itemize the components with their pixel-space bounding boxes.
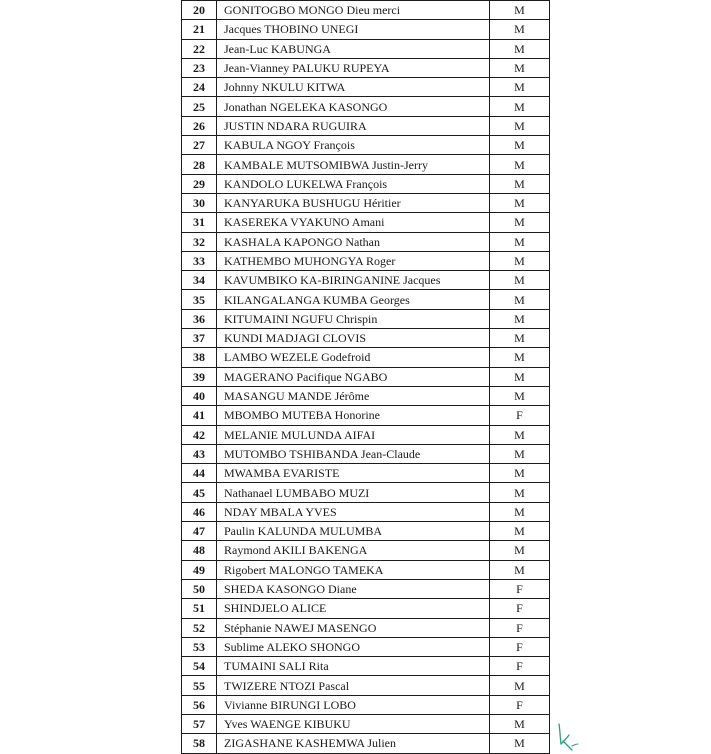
- participant-name: MASANGU MANDE Jérôme: [217, 386, 490, 405]
- participant-name: Nathanael LUMBABO MUZI: [217, 483, 490, 502]
- table-row: [182, 116, 550, 135]
- row-number: 25: [182, 97, 217, 116]
- participant-name: KAMBALE MUTSOMIBWA Justin-Jerry: [217, 155, 490, 174]
- participant-sex: M: [490, 232, 550, 251]
- table-row: [182, 348, 550, 367]
- row-number: 58: [182, 734, 217, 753]
- participant-name: KANYARUKA BUSHUGU Héritier: [217, 193, 490, 212]
- participant-sex: M: [490, 676, 550, 695]
- table-row: [182, 599, 550, 618]
- table-row: [182, 579, 550, 598]
- participant-name: JUSTIN NDARA RUGUIRA: [217, 116, 490, 135]
- participant-sex: M: [490, 58, 550, 77]
- row-number: 56: [182, 695, 217, 714]
- participant-sex: M: [490, 271, 550, 290]
- row-number: 55: [182, 676, 217, 695]
- participant-name: Jonathan NGELEKA KASONGO: [217, 97, 490, 116]
- participant-name: MWAMBA EVARISTE: [217, 464, 490, 483]
- row-number: 54: [182, 657, 217, 676]
- participant-sex: F: [490, 637, 550, 656]
- participant-sex: M: [490, 367, 550, 386]
- table-row: [182, 695, 550, 714]
- participant-sex: M: [490, 97, 550, 116]
- row-number: 36: [182, 309, 217, 328]
- row-number: 27: [182, 136, 217, 155]
- table-row: [182, 541, 550, 560]
- participant-sex: M: [490, 522, 550, 541]
- participant-sex: M: [490, 541, 550, 560]
- participant-sex: F: [490, 579, 550, 598]
- participant-sex: F: [490, 599, 550, 618]
- row-number: 46: [182, 502, 217, 521]
- row-number: 38: [182, 348, 217, 367]
- row-number: 53: [182, 637, 217, 656]
- participant-name: MAGERANO Pacifique NGABO: [217, 367, 490, 386]
- participant-name: Sublime ALEKO SHONGO: [217, 637, 490, 656]
- row-number: 41: [182, 406, 217, 425]
- handwritten-mark-icon: [556, 722, 580, 751]
- participant-sex: M: [490, 329, 550, 348]
- participant-name: Paulin KALUNDA MULUMBA: [217, 522, 490, 541]
- row-number: 45: [182, 483, 217, 502]
- participant-name: MELANIE MULUNDA AIFAI: [217, 425, 490, 444]
- table-row: [182, 522, 550, 541]
- participant-name: Jean-Vianney PALUKU RUPEYA: [217, 58, 490, 77]
- participant-name: TUMAINI SALI Rita: [217, 657, 490, 676]
- participant-sex: M: [490, 425, 550, 444]
- table-row: [182, 58, 550, 77]
- table-row: [182, 464, 550, 483]
- participant-sex: F: [490, 618, 550, 637]
- participant-name: ZIGASHANE KASHEMWA Julien: [217, 734, 490, 753]
- participant-name: KAVUMBIKO KA-BIRINGANINE Jacques: [217, 271, 490, 290]
- table-row: [182, 290, 550, 309]
- row-number: 37: [182, 329, 217, 348]
- participant-sex: M: [490, 136, 550, 155]
- participant-sex: M: [490, 483, 550, 502]
- row-number: 50: [182, 579, 217, 598]
- participant-sex: M: [490, 78, 550, 97]
- participant-name: KASEREKA VYAKUNO Amani: [217, 213, 490, 232]
- table-row: [182, 78, 550, 97]
- table-row: [182, 329, 550, 348]
- participant-sex: M: [490, 502, 550, 521]
- participant-name: LAMBO WEZELE Godefroid: [217, 348, 490, 367]
- row-number: 28: [182, 155, 217, 174]
- participant-name: Yves WAENGE KIBUKU: [217, 714, 490, 733]
- table-row: [182, 637, 550, 656]
- row-number: 48: [182, 541, 217, 560]
- row-number: 44: [182, 464, 217, 483]
- table-row: [182, 155, 550, 174]
- participant-name: MBOMBO MUTEBA Honorine: [217, 406, 490, 425]
- participant-name: Stéphanie NAWEJ MASENGO: [217, 618, 490, 637]
- table-row: [182, 251, 550, 270]
- participant-sex: M: [490, 444, 550, 463]
- participant-name: Raymond AKILI BAKENGA: [217, 541, 490, 560]
- table-row: [182, 734, 550, 753]
- participant-name: KILANGALANGA KUMBA Georges: [217, 290, 490, 309]
- participant-name: SHEDA KASONGO Diane: [217, 579, 490, 598]
- participant-sex: M: [490, 251, 550, 270]
- row-number: 32: [182, 232, 217, 251]
- participant-sex: M: [490, 116, 550, 135]
- row-number: 24: [182, 78, 217, 97]
- participant-name: KUNDI MADJAGI CLOVIS: [217, 329, 490, 348]
- table-row: [182, 193, 550, 212]
- participant-sex: M: [490, 155, 550, 174]
- participant-name: KASHALA KAPONGO Nathan: [217, 232, 490, 251]
- participant-sex: F: [490, 695, 550, 714]
- table-row: [182, 1, 550, 20]
- table-row: [182, 425, 550, 444]
- table-row: [182, 657, 550, 676]
- participant-sex: M: [490, 714, 550, 733]
- table-row: [182, 560, 550, 579]
- table-row: [182, 444, 550, 463]
- participant-name: KANDOLO LUKELWA François: [217, 174, 490, 193]
- table-row: [182, 714, 550, 733]
- row-number: 39: [182, 367, 217, 386]
- participant-sex: F: [490, 406, 550, 425]
- row-number: 21: [182, 20, 217, 39]
- participant-name: MUTOMBO TSHIBANDA Jean-Claude: [217, 444, 490, 463]
- table-row: [182, 174, 550, 193]
- table-row: [182, 502, 550, 521]
- row-number: 22: [182, 39, 217, 58]
- row-number: 52: [182, 618, 217, 637]
- row-number: 43: [182, 444, 217, 463]
- participant-name: KATHEMBO MUHONGYA Roger: [217, 251, 490, 270]
- table-row: [182, 367, 550, 386]
- participant-name: KABULA NGOY François: [217, 136, 490, 155]
- participant-sex: M: [490, 386, 550, 405]
- participant-name: NDAY MBALA YVES: [217, 502, 490, 521]
- row-number: 57: [182, 714, 217, 733]
- table-row: [182, 20, 550, 39]
- table-row: [182, 213, 550, 232]
- row-number: 23: [182, 58, 217, 77]
- table-row: [182, 676, 550, 695]
- participant-name: Jean-Luc KABUNGA: [217, 39, 490, 58]
- participant-name: Vivianne BIRUNGI LOBO: [217, 695, 490, 714]
- table-row: [182, 406, 550, 425]
- row-number: 40: [182, 386, 217, 405]
- row-number: 35: [182, 290, 217, 309]
- participant-sex: M: [490, 213, 550, 232]
- participant-sex: M: [490, 39, 550, 58]
- participant-sex: M: [490, 174, 550, 193]
- row-number: 49: [182, 560, 217, 579]
- participant-name: TWIZERE NTOZI Pascal: [217, 676, 490, 695]
- participant-sex: M: [490, 193, 550, 212]
- row-number: 29: [182, 174, 217, 193]
- row-number: 42: [182, 425, 217, 444]
- row-number: 20: [182, 1, 217, 20]
- participant-sex: F: [490, 657, 550, 676]
- row-number: 47: [182, 522, 217, 541]
- participant-sex: M: [490, 560, 550, 579]
- participant-sex: M: [490, 20, 550, 39]
- participant-name: SHINDJELO ALICE: [217, 599, 490, 618]
- row-number: 30: [182, 193, 217, 212]
- participant-name: GONITOGBO MONGO Dieu merci: [217, 1, 490, 20]
- participants-table-body: [182, 1, 550, 754]
- participant-name: Jacques THOBINO UNEGI: [217, 20, 490, 39]
- participant-sex: M: [490, 309, 550, 328]
- table-row: [182, 483, 550, 502]
- row-number: 26: [182, 116, 217, 135]
- participant-sex: M: [490, 290, 550, 309]
- table-row: [182, 97, 550, 116]
- participant-name: Rigobert MALONGO TAMEKA: [217, 560, 490, 579]
- participant-name: Johnny NKULU KITWA: [217, 78, 490, 97]
- row-number: 31: [182, 213, 217, 232]
- table-row: [182, 309, 550, 328]
- participant-sex: M: [490, 734, 550, 753]
- table-row: [182, 136, 550, 155]
- table-row: [182, 386, 550, 405]
- table-row: [182, 618, 550, 637]
- participants-table: [181, 0, 550, 754]
- participant-sex: M: [490, 348, 550, 367]
- row-number: 34: [182, 271, 217, 290]
- participant-sex: M: [490, 1, 550, 20]
- row-number: 33: [182, 251, 217, 270]
- table-row: [182, 271, 550, 290]
- table-row: [182, 39, 550, 58]
- row-number: 51: [182, 599, 217, 618]
- participant-name: KITUMAINI NGUFU Chrispin: [217, 309, 490, 328]
- table-row: [182, 232, 550, 251]
- participant-sex: M: [490, 464, 550, 483]
